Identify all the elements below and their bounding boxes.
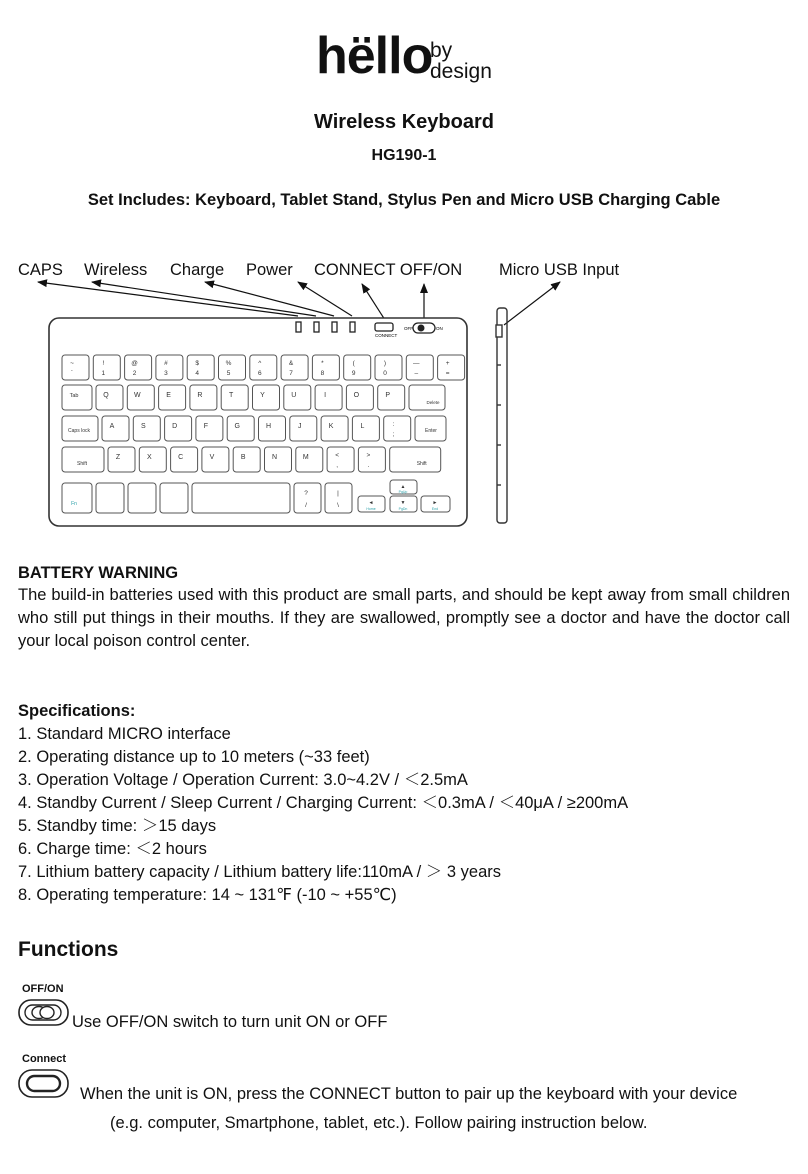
brand-logo: hëllo bbox=[316, 27, 433, 85]
key-label-fn: Fn bbox=[71, 501, 77, 507]
key-slash bbox=[294, 483, 321, 513]
connect-icon-label: Connect bbox=[22, 1053, 66, 1065]
key-delete bbox=[409, 385, 445, 410]
key-I bbox=[315, 385, 342, 410]
connect-label: CONNECT bbox=[375, 333, 398, 338]
key-period bbox=[358, 447, 385, 472]
power-switch-knob bbox=[418, 325, 425, 332]
battery-heading: BATTERY WARNING bbox=[18, 564, 179, 582]
key-label: \ bbox=[337, 502, 339, 509]
functions-heading: Functions bbox=[18, 938, 119, 961]
key-label: 1 bbox=[101, 370, 106, 377]
key-label-top: # bbox=[164, 360, 168, 367]
key-G bbox=[227, 416, 254, 441]
key-L bbox=[352, 416, 379, 441]
key-M bbox=[296, 447, 323, 472]
spec-item: 7. Lithium battery capacity / Lithium battery life:110mA / ＞ 3 years bbox=[18, 863, 501, 881]
key-blank bbox=[128, 483, 156, 513]
key-– bbox=[406, 355, 433, 380]
key-label: 0 bbox=[383, 370, 387, 377]
document-title: Wireless Keyboard bbox=[314, 111, 494, 133]
key-label: G bbox=[234, 423, 240, 430]
arrow-charge bbox=[205, 282, 334, 316]
key-label: N bbox=[271, 454, 278, 461]
key-label-shift: Shift bbox=[76, 461, 88, 467]
key-label-top: ) bbox=[383, 360, 387, 367]
key-O bbox=[346, 385, 373, 410]
key-label-top: ( bbox=[352, 360, 355, 367]
battery-text: The build-in batteries used with this product are small parts, and should be kept away from small children who still put things in their mouths. If they are swallowed, promptly see a doctor and have the doctor call your local poison control center. bbox=[18, 586, 790, 650]
key-label: O bbox=[353, 392, 360, 399]
keyboard-diagram bbox=[0, 270, 808, 530]
key-label-tab: Tab bbox=[69, 393, 79, 399]
key-label: S bbox=[140, 423, 146, 430]
switch-on-label: ON bbox=[436, 326, 443, 331]
spec-item: 5. Standby time: ＞15 days bbox=[18, 817, 217, 835]
off-on-switch-icon bbox=[18, 998, 70, 1028]
key-U bbox=[284, 385, 311, 410]
key-semicolon bbox=[384, 416, 411, 441]
key-label: / bbox=[305, 502, 307, 509]
key-N bbox=[265, 447, 292, 472]
key-label: Z bbox=[115, 454, 121, 461]
brand-logo-sub bbox=[430, 40, 510, 82]
key-B bbox=[233, 447, 260, 472]
key-label: F bbox=[203, 423, 209, 430]
key-label: , bbox=[336, 462, 339, 469]
key-= bbox=[438, 355, 465, 380]
spec-item: 6. Charge time: ＜2 hours bbox=[18, 840, 207, 858]
key-label: – bbox=[414, 370, 419, 377]
label-wireless: Wireless bbox=[84, 261, 148, 279]
key-A bbox=[102, 416, 129, 441]
key-label-pgup: PgUp bbox=[398, 490, 408, 494]
arrow-connect bbox=[362, 284, 385, 320]
key-F bbox=[196, 416, 223, 441]
arrow-caps bbox=[38, 282, 298, 316]
offon-description: Use OFF/ON switch to turn unit ON or OFF bbox=[72, 1013, 388, 1031]
key-6 bbox=[250, 355, 277, 380]
key-R bbox=[190, 385, 217, 410]
key-label: ; bbox=[392, 431, 395, 438]
arrow-micro-usb bbox=[504, 282, 560, 325]
key-label: H bbox=[265, 423, 272, 430]
key-` bbox=[62, 355, 89, 380]
spec-item: 1. Standard MICRO interface bbox=[18, 725, 231, 743]
key-label: 7 bbox=[289, 370, 293, 377]
connect-description-1: When the unit is ON, press the CONNECT button to pair up the keyboard with your device bbox=[80, 1085, 738, 1103]
key-label-shift: Shift bbox=[416, 461, 427, 467]
key-label: ` bbox=[70, 370, 74, 377]
key-Y bbox=[253, 385, 280, 410]
label-micro-usb: Micro USB Input bbox=[499, 261, 620, 279]
key-label: 9 bbox=[351, 370, 356, 377]
key-label: A bbox=[109, 423, 115, 430]
key-0 bbox=[375, 355, 402, 380]
spec-item: 2. Operating distance up to 10 meters (~33 feet) bbox=[18, 748, 370, 766]
key-label: M bbox=[302, 454, 309, 461]
spec-item: 4. Standby Current / Sleep Current / Charging Current: ＜0.3mA / ＜40μA / ≥200mA bbox=[18, 794, 629, 812]
key-fn bbox=[62, 483, 92, 513]
key-C bbox=[171, 447, 198, 472]
offon-icon-label: OFF/ON bbox=[22, 983, 64, 995]
logo-sub-bottom: design bbox=[430, 60, 492, 83]
key-Q bbox=[96, 385, 123, 410]
key-label: P bbox=[385, 392, 391, 399]
key-label: U bbox=[291, 392, 297, 399]
connect-button-shape bbox=[375, 323, 393, 331]
key-label: B bbox=[240, 454, 246, 461]
key-label-top: ^ bbox=[258, 360, 262, 367]
label-connect-off-on: CONNECT OFF/ON bbox=[314, 261, 463, 279]
key-shift-left bbox=[62, 447, 104, 472]
key-2 bbox=[125, 355, 152, 380]
key-label: 8 bbox=[320, 370, 325, 377]
key-label: I bbox=[324, 392, 327, 399]
key-shift-right bbox=[390, 447, 441, 472]
key-3 bbox=[156, 355, 183, 380]
key-1 bbox=[93, 355, 120, 380]
key-4 bbox=[187, 355, 214, 380]
key-label-top: % bbox=[225, 360, 232, 367]
key-D bbox=[165, 416, 192, 441]
keyboard-side-view bbox=[496, 308, 507, 523]
key-label-arrow: ◄ bbox=[368, 500, 374, 506]
key-label: T bbox=[229, 392, 234, 399]
key-label-arrow: ► bbox=[432, 500, 438, 506]
key-space bbox=[192, 483, 290, 513]
key-X bbox=[139, 447, 166, 472]
key-label-top: > bbox=[366, 452, 371, 459]
key-7 bbox=[281, 355, 308, 380]
key-V bbox=[202, 447, 229, 472]
key-J bbox=[290, 416, 317, 441]
key-K bbox=[321, 416, 348, 441]
label-caps: CAPS bbox=[18, 261, 63, 279]
key-label: R bbox=[197, 392, 203, 399]
key-label-top: ~ bbox=[70, 360, 74, 367]
key-E bbox=[159, 385, 186, 410]
key-label: 4 bbox=[195, 370, 200, 377]
key-T bbox=[221, 385, 248, 410]
key-S bbox=[133, 416, 160, 441]
key-9 bbox=[344, 355, 371, 380]
key-comma bbox=[327, 447, 354, 472]
key-label-arrow: ▲ bbox=[400, 484, 406, 490]
key-label-top: * bbox=[321, 360, 324, 367]
key-label-top: : bbox=[392, 421, 395, 428]
key-label: C bbox=[178, 454, 184, 461]
key-label-top: ! bbox=[102, 360, 105, 367]
key-label: . bbox=[367, 462, 370, 469]
spec-item: 3. Operation Voltage / Operation Current: 3.0~4.2V / ＜2.5mA bbox=[18, 771, 468, 789]
key-label: L bbox=[360, 423, 365, 430]
arrow-wireless bbox=[92, 282, 316, 316]
set-includes: Set Includes: Keyboard, Tablet Stand, Stylus Pen and Micro USB Charging Cable bbox=[87, 191, 721, 209]
key-label: V bbox=[209, 454, 215, 461]
key-label: X bbox=[146, 454, 152, 461]
key-label-home: Home bbox=[366, 507, 376, 511]
key-5 bbox=[219, 355, 246, 380]
key-label: 3 bbox=[164, 370, 168, 377]
key-8 bbox=[312, 355, 339, 380]
label-power: Power bbox=[246, 261, 293, 279]
key-label-arrow: ▼ bbox=[400, 500, 406, 506]
switch-off-label: OFF bbox=[404, 326, 413, 331]
key-blank bbox=[160, 483, 188, 513]
specs-heading: Specifications: bbox=[18, 702, 136, 720]
key-label: K bbox=[328, 423, 334, 430]
key-label-top: | bbox=[337, 490, 339, 497]
connect-description-2: (e.g. computer, Smartphone, tablet, etc.). Follow pairing instruction below. bbox=[110, 1114, 648, 1132]
key-label-top: < bbox=[335, 452, 339, 459]
model-number: HG190-1 bbox=[371, 147, 437, 164]
key-H bbox=[259, 416, 286, 441]
label-charge: Charge bbox=[170, 261, 225, 279]
key-label: 6 bbox=[257, 370, 262, 377]
key-label-top: @ bbox=[131, 360, 138, 367]
connect-button-icon bbox=[18, 1068, 70, 1100]
key-label-end: End bbox=[431, 507, 439, 511]
key-P bbox=[378, 385, 405, 410]
key-label-delete: Delete bbox=[426, 400, 440, 405]
key-blank bbox=[96, 483, 124, 513]
spec-item: 8. Operating temperature: 14 ~ 131℉ (-10 ~ +55℃) bbox=[18, 886, 397, 904]
key-label: 2 bbox=[132, 370, 137, 377]
key-label: Q bbox=[103, 392, 109, 399]
key-label-top: $ bbox=[195, 360, 200, 367]
key-label-top: + bbox=[445, 360, 450, 367]
key-label-top: & bbox=[288, 360, 294, 367]
key-label: 5 bbox=[226, 370, 231, 377]
arrow-power bbox=[298, 282, 352, 316]
key-label: = bbox=[445, 370, 450, 377]
key-Z bbox=[108, 447, 135, 472]
key-label: Y bbox=[260, 392, 265, 399]
key-label-top: — bbox=[413, 360, 420, 367]
key-label-capslock: Caps lock bbox=[68, 428, 90, 434]
key-label-pgdn: PgDn bbox=[398, 507, 408, 511]
key-label: E bbox=[166, 392, 171, 399]
key-label-top: ? bbox=[304, 490, 308, 497]
logo-sub-top: by bbox=[430, 39, 453, 62]
key-label: J bbox=[298, 423, 302, 430]
key-label: D bbox=[172, 423, 178, 430]
key-label-enter: Enter bbox=[425, 428, 437, 434]
key-W bbox=[127, 385, 154, 410]
key-label: W bbox=[133, 392, 141, 399]
